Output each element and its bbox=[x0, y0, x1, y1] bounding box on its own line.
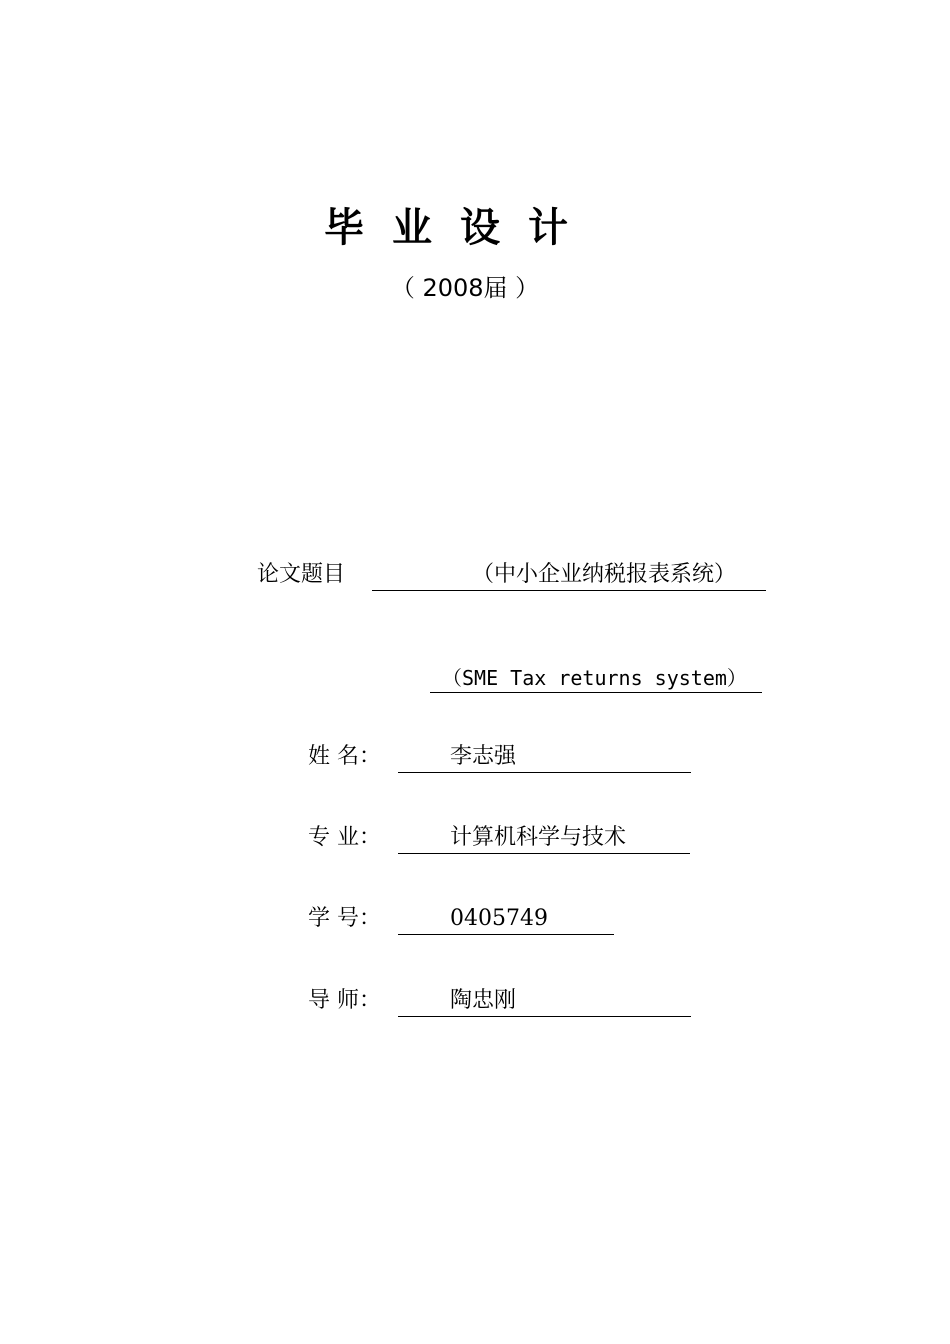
major-label: 专 业： bbox=[308, 825, 381, 850]
major-value: 计算机科学与技术 bbox=[398, 823, 690, 854]
advisor-value: 陶忠刚 bbox=[398, 986, 691, 1017]
student-id-value: 0405749 bbox=[398, 904, 614, 935]
thesis-title-english: （SME Tax returns system） bbox=[430, 664, 762, 693]
document-title: 毕业设计 bbox=[324, 205, 596, 251]
name-label: 姓 名： bbox=[308, 744, 381, 769]
thesis-title-label: 论文题目 bbox=[257, 562, 346, 587]
thesis-title-chinese: （中小企业纳税报表系统） bbox=[372, 560, 766, 591]
name-value: 李志强 bbox=[398, 742, 691, 773]
advisor-label: 导 师： bbox=[308, 988, 381, 1013]
student-id-label: 学 号： bbox=[308, 906, 381, 931]
graduation-year: （ 2008届 ） bbox=[390, 274, 540, 302]
